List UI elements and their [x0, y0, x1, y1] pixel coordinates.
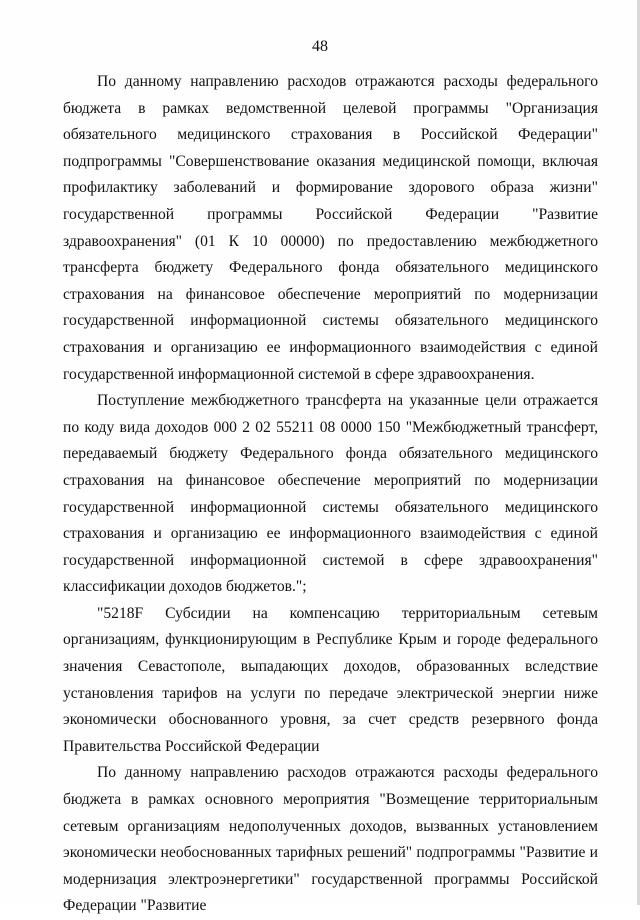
paragraph-expenses-oms: По данному направлению расходов отражаются расходы федерального бюджета в рамках ведомственной целевой программы "Организация обязательного медицинского страхования в Российской Федерации" подпрограммы "Совершенствование оказания медицинской помощи, включая профилактику заболеваний и формирование здорового образа жизни" государственной программы Российской Федерации "Развитие здравоохранения" (01 К 10 00000) по предоставлению межбюджетного трансферта бюджету Федерального фонда обязательного медицинского страхования на финансовое обеспечение мероприятий по модернизации государственной информационной системы обязательного медицинского страхования и организацию ее информационного взаимодействия с единой государственной информационной системой в сфере здравоохранения. — [63, 73, 598, 383]
paragraph-subsidy-5218f: "5218F Субсидии на компенсацию территориальным сетевым организациям, функционирующим в Республике Крым и городе федерального значения Севастополе, выпадающих доходов, образованных вследствие установления тарифов на услуги по передаче электрической энергии ниже экономически обоснованного уровня, за счет средств резервного фонда Правительства Российской Федерации — [63, 604, 598, 755]
page-number: 48 — [312, 38, 328, 55]
paragraph-income-code: Поступление межбюджетного трансферта на указанные цели отражается по коду вида доходов 000 2 02 55211 08 0000 150 "Межбюджетный трансферт, передаваемый бюджету Федерального фонда обязательного медицинского страхования на финансовое обеспечение мероприятий по модернизации государственной информационной системы обязательного медицинского страхования и организацию ее информационного взаимодействия с единой государственной информационной системой в сфере здравоохранения" классификации доходов бюджетов."; — [63, 392, 598, 596]
document-body — [63, 69, 598, 920]
paragraph-expenses-grid: По данному направлению расходов отражаются расходы федерального бюджета в рамках основного мероприятия "Возмещение территориальным сетевым организациям недополученных доходов, вызванных установлением экономически необоснованных тарифных решений" подпрограммы "Развитие и модернизация электроэнергетики" государственной программы Российской Федерации "Развитие — [63, 764, 598, 915]
